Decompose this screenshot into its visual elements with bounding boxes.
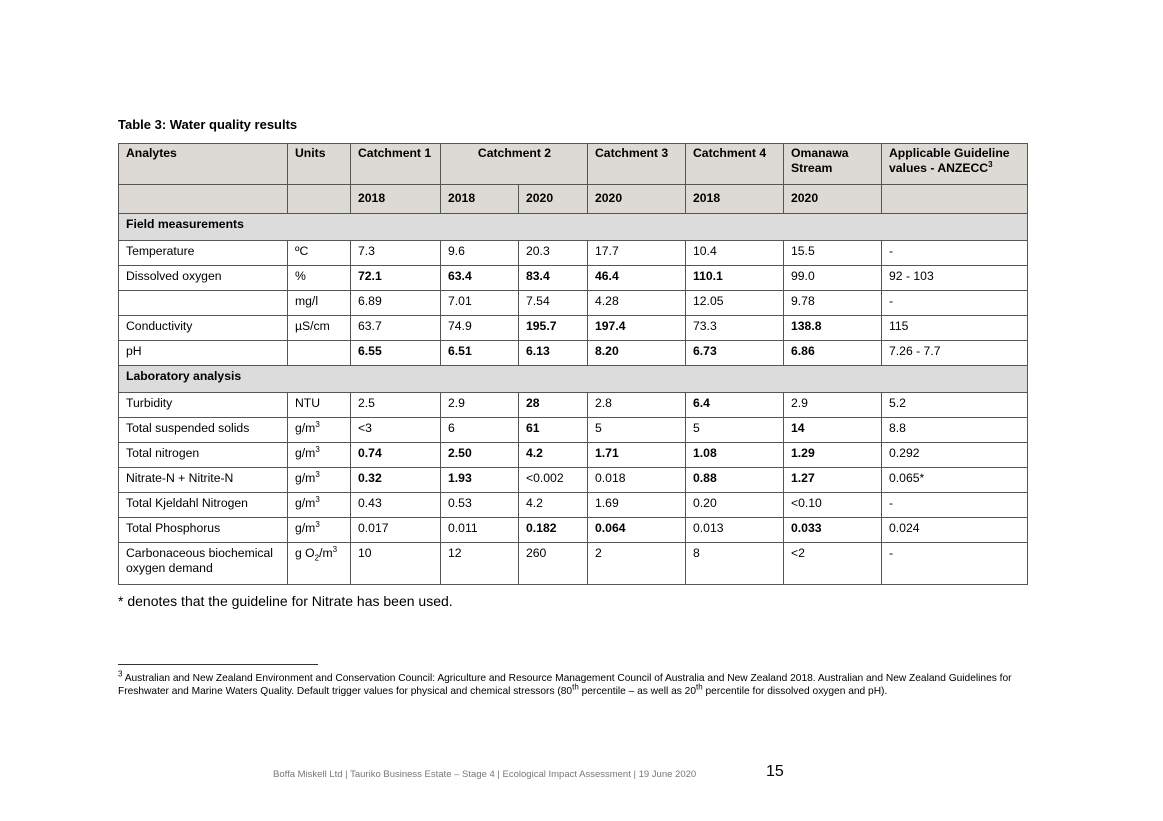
value-cell: 6.13 (519, 341, 588, 366)
header-row (119, 144, 1028, 185)
value-cell: 61 (519, 418, 588, 443)
footnote-text: Australian and New Zealand Environment and Conservation Council: Agriculture and Resource Management Council of Australia and New Zealand 2018. Australian and New Zealand Guidelines for Freshwater and Marine Waters Quality. Default trigger values for physical and chemical stressors (80 (118, 673, 1012, 697)
value-cell: 0.017 (351, 518, 441, 543)
header-guideline-label: Applicable Guideline values - ANZECC (889, 146, 1010, 175)
guideline-cell: 5.2 (882, 393, 1028, 418)
value-cell: 195.7 (519, 316, 588, 341)
header-catchment-3: Catchment 3 (588, 144, 686, 185)
unit-cell (288, 493, 351, 518)
value-cell: 6.4 (686, 393, 784, 418)
unit-text: g/m (295, 496, 316, 510)
analyte-name: Total Phosphorus (119, 518, 288, 543)
value-cell: 12.05 (686, 291, 784, 316)
analyte-name-empty (119, 291, 288, 316)
page-number: 15 (766, 763, 784, 780)
footnote-divider (118, 664, 318, 665)
value-cell: 1.93 (441, 468, 519, 493)
value-cell: 4.2 (519, 443, 588, 468)
guideline-cell: - (882, 493, 1028, 518)
value-cell: 73.3 (686, 316, 784, 341)
header-units: Units (288, 144, 351, 185)
value-cell: 2.9 (784, 393, 882, 418)
value-cell: 1.08 (686, 443, 784, 468)
table-row (119, 543, 1028, 585)
table-row (119, 241, 1028, 266)
section-field-measurements: Field measurements (119, 214, 1028, 241)
value-cell: 0.013 (686, 518, 784, 543)
value-cell: <2 (784, 543, 882, 585)
value-cell: 8 (686, 543, 784, 585)
header-catchment-4: Catchment 4 (686, 144, 784, 185)
value-cell: 1.29 (784, 443, 882, 468)
value-cell: 2.5 (351, 393, 441, 418)
value-cell: 260 (519, 543, 588, 585)
unit-text: /m (319, 546, 333, 560)
unit-text: g/m (295, 421, 316, 435)
unit-cell: mg/l (288, 291, 351, 316)
guideline-cell: 92 - 103 (882, 266, 1028, 291)
guideline-cell: 0.292 (882, 443, 1028, 468)
table-row (119, 468, 1028, 493)
year-cell: 2020 (519, 185, 588, 214)
value-cell: 1.27 (784, 468, 882, 493)
value-cell: 0.011 (441, 518, 519, 543)
table-row (119, 418, 1028, 443)
table-row (119, 443, 1028, 468)
unit-exponent: 3 (315, 444, 320, 454)
value-cell: 4.2 (519, 493, 588, 518)
value-cell: 1.71 (588, 443, 686, 468)
footnote-ordinal: th (572, 682, 579, 692)
value-cell: 7.3 (351, 241, 441, 266)
value-cell: 20.3 (519, 241, 588, 266)
footnote-text: percentile – as well as 20 (578, 686, 696, 697)
value-cell: 0.43 (351, 493, 441, 518)
value-cell: 0.74 (351, 443, 441, 468)
table-row (119, 316, 1028, 341)
year-blank (119, 185, 288, 214)
analyte-name: Conductivity (119, 316, 288, 341)
value-cell: 83.4 (519, 266, 588, 291)
value-cell: 0.182 (519, 518, 588, 543)
header-guideline (882, 144, 1028, 185)
unit-cell (288, 468, 351, 493)
value-cell: 2.8 (588, 393, 686, 418)
value-cell: 9.78 (784, 291, 882, 316)
table-row (119, 266, 1028, 291)
value-cell: 2 (588, 543, 686, 585)
analyte-name: Turbidity (119, 393, 288, 418)
unit-exponent: 3 (332, 544, 338, 554)
unit-cell: % (288, 266, 351, 291)
guideline-cell: 0.024 (882, 518, 1028, 543)
value-cell: 0.033 (784, 518, 882, 543)
value-cell: <0.002 (519, 468, 588, 493)
unit-cell: NTU (288, 393, 351, 418)
guideline-cell: 0.065* (882, 468, 1028, 493)
page-footer: Boffa Miskell Ltd | Tauriko Business Estate – Stage 4 | Ecological Impact Assessment | 19 June 2020 (273, 769, 697, 780)
value-cell: 63.4 (441, 266, 519, 291)
value-cell: 6.73 (686, 341, 784, 366)
footnote-ordinal: th (696, 682, 703, 692)
unit-exponent: 3 (315, 519, 320, 529)
value-cell: 5 (588, 418, 686, 443)
guideline-cell: 115 (882, 316, 1028, 341)
value-cell: 138.8 (784, 316, 882, 341)
value-cell: <3 (351, 418, 441, 443)
table-row (119, 291, 1028, 316)
value-cell: 63.7 (351, 316, 441, 341)
value-cell: 7.54 (519, 291, 588, 316)
guideline-cell: - (882, 241, 1028, 266)
water-quality-table (118, 143, 1028, 585)
table-caption: Table 3: Water quality results (118, 117, 298, 132)
unit-cell (288, 341, 351, 366)
year-cell: 2020 (588, 185, 686, 214)
value-cell: 8.20 (588, 341, 686, 366)
footnote-mark: 3 (118, 669, 123, 679)
analyte-name: Total suspended solids (119, 418, 288, 443)
section-laboratory-analysis: Laboratory analysis (119, 366, 1028, 393)
analyte-name: pH (119, 341, 288, 366)
value-cell: 0.88 (686, 468, 784, 493)
guideline-cell: 8.8 (882, 418, 1028, 443)
analyte-name: Dissolved oxygen (119, 266, 288, 291)
value-cell: 110.1 (686, 266, 784, 291)
analyte-name: Temperature (119, 241, 288, 266)
value-cell: 6.89 (351, 291, 441, 316)
value-cell: 0.20 (686, 493, 784, 518)
value-cell: 0.018 (588, 468, 686, 493)
value-cell: 1.69 (588, 493, 686, 518)
year-cell: 2018 (351, 185, 441, 214)
unit-exponent: 3 (315, 419, 320, 429)
value-cell: 6 (441, 418, 519, 443)
value-cell: 5 (686, 418, 784, 443)
unit-text: g/m (295, 521, 316, 535)
header-guideline-footnote-mark: 3 (988, 159, 993, 169)
value-cell: 197.4 (588, 316, 686, 341)
table-row (119, 393, 1028, 418)
year-cell: 2020 (784, 185, 882, 214)
value-cell: 6.86 (784, 341, 882, 366)
table-row (119, 341, 1028, 366)
unit-cell (288, 443, 351, 468)
footnote-text: percentile for dissolved oxygen and pH). (702, 686, 888, 697)
value-cell: 99.0 (784, 266, 882, 291)
value-cell: <0.10 (784, 493, 882, 518)
value-cell: 6.51 (441, 341, 519, 366)
unit-text: g O (295, 546, 315, 560)
value-cell: 6.55 (351, 341, 441, 366)
unit-exponent: 3 (315, 494, 320, 504)
value-cell: 17.7 (588, 241, 686, 266)
value-cell: 10.4 (686, 241, 784, 266)
analyte-name: Nitrate-N + Nitrite-N (119, 468, 288, 493)
unit-cell: ºC (288, 241, 351, 266)
year-cell: 2018 (441, 185, 519, 214)
year-blank (882, 185, 1028, 214)
unit-cell (288, 543, 351, 585)
value-cell: 2.50 (441, 443, 519, 468)
unit-exponent: 3 (315, 469, 320, 479)
year-row (119, 185, 1028, 214)
unit-cell (288, 518, 351, 543)
analyte-name: Carbonaceous biochemical oxygen demand (119, 543, 288, 585)
value-cell: 0.064 (588, 518, 686, 543)
table-row (119, 493, 1028, 518)
value-cell: 15.5 (784, 241, 882, 266)
header-analytes: Analytes (119, 144, 288, 185)
value-cell: 0.53 (441, 493, 519, 518)
value-cell: 72.1 (351, 266, 441, 291)
year-blank (288, 185, 351, 214)
value-cell: 28 (519, 393, 588, 418)
guideline-cell: 7.26 - 7.7 (882, 341, 1028, 366)
footnote (118, 669, 1038, 698)
analyte-name: Total Kjeldahl Nitrogen (119, 493, 288, 518)
value-cell: 46.4 (588, 266, 686, 291)
unit-cell: µS/cm (288, 316, 351, 341)
value-cell: 4.28 (588, 291, 686, 316)
value-cell: 9.6 (441, 241, 519, 266)
table-note: * denotes that the guideline for Nitrate has been used. (118, 593, 453, 609)
value-cell: 14 (784, 418, 882, 443)
value-cell: 7.01 (441, 291, 519, 316)
value-cell: 10 (351, 543, 441, 585)
unit-subscript: 2 (314, 553, 320, 563)
value-cell: 2.9 (441, 393, 519, 418)
section-row (119, 214, 1028, 241)
year-cell: 2018 (686, 185, 784, 214)
unit-text: g/m (295, 446, 316, 460)
value-cell: 74.9 (441, 316, 519, 341)
table-row (119, 518, 1028, 543)
header-omanawa-stream: Omanawa Stream (784, 144, 882, 185)
header-catchment-1: Catchment 1 (351, 144, 441, 185)
analyte-name: Total nitrogen (119, 443, 288, 468)
section-row (119, 366, 1028, 393)
header-catchment-2: Catchment 2 (441, 144, 588, 185)
value-cell: 0.32 (351, 468, 441, 493)
value-cell: 12 (441, 543, 519, 585)
guideline-cell: - (882, 291, 1028, 316)
unit-cell (288, 418, 351, 443)
guideline-cell: - (882, 543, 1028, 585)
unit-text: g/m (295, 471, 316, 485)
